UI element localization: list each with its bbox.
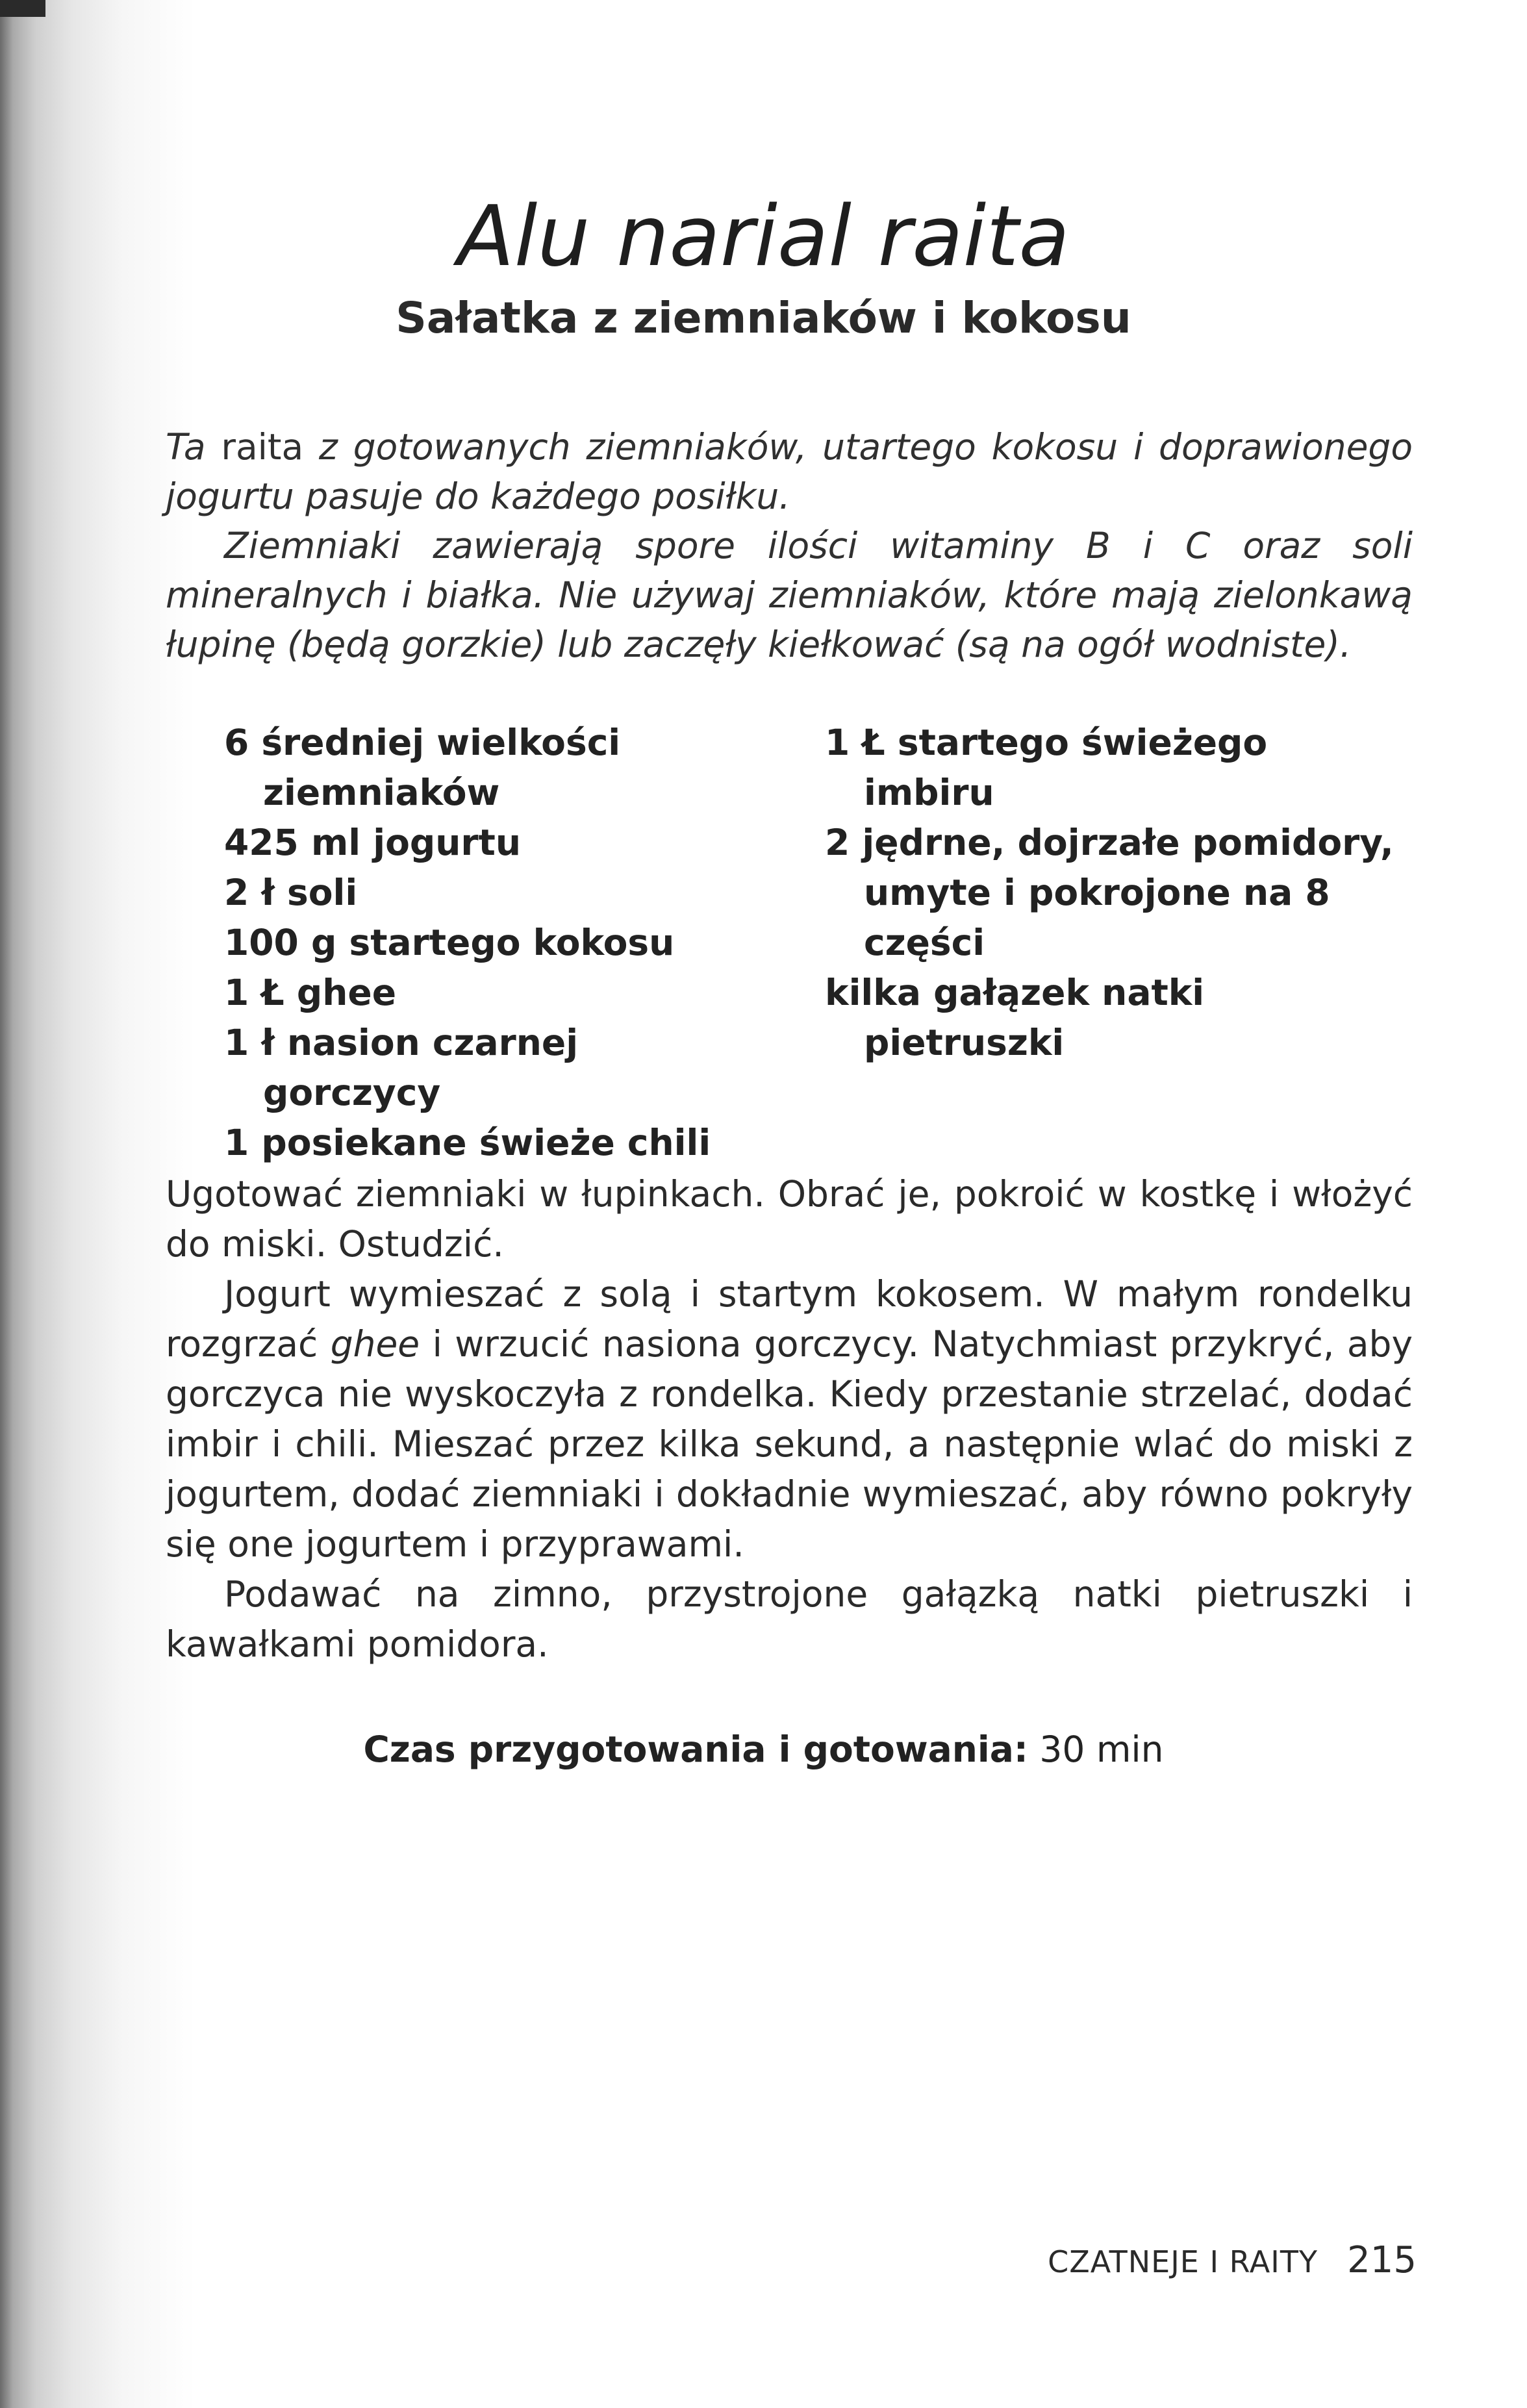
recipe-method bbox=[166, 1169, 1413, 1669]
ingredient-item: 100 g startego kokosu bbox=[224, 922, 675, 963]
preparation-time-label: Czas przygotowania i gotowania: bbox=[363, 1729, 1028, 1770]
preparation-time-value: 30 min bbox=[1039, 1729, 1164, 1770]
ingredient-item: 1 ł nasion czarnej gorczycy bbox=[224, 1022, 579, 1113]
page-number: 215 bbox=[1347, 2239, 1417, 2281]
intro-paragraph-2: Ziemniaki zawierają spore ilości witaminy B i C oraz soli mineralnych i białka. Nie używaj ziemniaków, które mają zielonkawą łupinę (będą gorzkie) lub zaczęły kiełkować (są na ogół wodniste). bbox=[166, 525, 1413, 665]
recipe-title: Alu narial raita bbox=[457, 188, 1070, 285]
ingredients-column-right bbox=[825, 718, 1409, 1068]
method-paragraph-3: Podawać na zimno, przystrojone gałązką natki pietruszki i kawałkami pomidora. bbox=[166, 1573, 1413, 1665]
ingredient-item: 2 ł soli bbox=[224, 872, 358, 913]
ingredients-column-left bbox=[224, 718, 757, 1168]
ingredient-item: 6 średniej wielkości ziemniaków bbox=[224, 722, 621, 813]
ingredient-item: 425 ml jogurtu bbox=[224, 822, 521, 863]
recipe-intro bbox=[166, 422, 1413, 669]
method-paragraph-1: Ugotować ziemniaki w łupinkach. Obrać je, pokroić w kostkę i włożyć do miski. Ostudzić. bbox=[166, 1173, 1413, 1265]
method-p2-part-a: Jogurt wymieszać z solą i startym kokosem. W małym rondelku rozgrzać bbox=[166, 1273, 1413, 1365]
ingredient-item: 2 jędrne, dojrzałe pomidory, umyte i pokrojone na 8 części bbox=[825, 822, 1394, 963]
intro-p1-rest: z gotowanych ziemniaków, utartego kokosu i doprawionego jogurtu pasuje do każdego posiłku. bbox=[166, 426, 1413, 517]
method-p2-part-b: i wrzucić nasiona gorczycy. Natychmiast przykryć, aby gorczyca nie wyskoczyła z rondelka. Kiedy przestanie strzelać, dodać imbir i chili. Mieszać przez kilka sekund, a następnie wlać do miski z jogurtem, dodać ziemniaki i dokładnie wymieszać, aby równo pokryły się one jogurtem i przyprawami. bbox=[166, 1323, 1413, 1565]
running-section-title: CZATNEJE I RAITY bbox=[1048, 2244, 1319, 2279]
method-paragraph-2 bbox=[166, 1269, 1413, 1569]
intro-p1-start: Ta bbox=[166, 426, 206, 468]
ingredient-item: kilka gałązek natki pietruszki bbox=[825, 972, 1205, 1063]
ingredient-item: 1 Ł ghee bbox=[224, 972, 397, 1013]
recipe-subtitle: Sałatka z ziemniaków i kokosu bbox=[396, 293, 1131, 343]
method-p2-ghee: ghee bbox=[330, 1323, 420, 1365]
ingredient-item: 1 posiekane świeże chili bbox=[224, 1122, 711, 1163]
intro-paragraph-1 bbox=[166, 422, 1413, 521]
ingredient-item: 1 Ł startego świeżego imbiru bbox=[825, 722, 1268, 813]
page-footer bbox=[1048, 2239, 1417, 2281]
intro-p1-raita: raita bbox=[205, 426, 320, 468]
preparation-time bbox=[0, 1725, 1527, 1775]
